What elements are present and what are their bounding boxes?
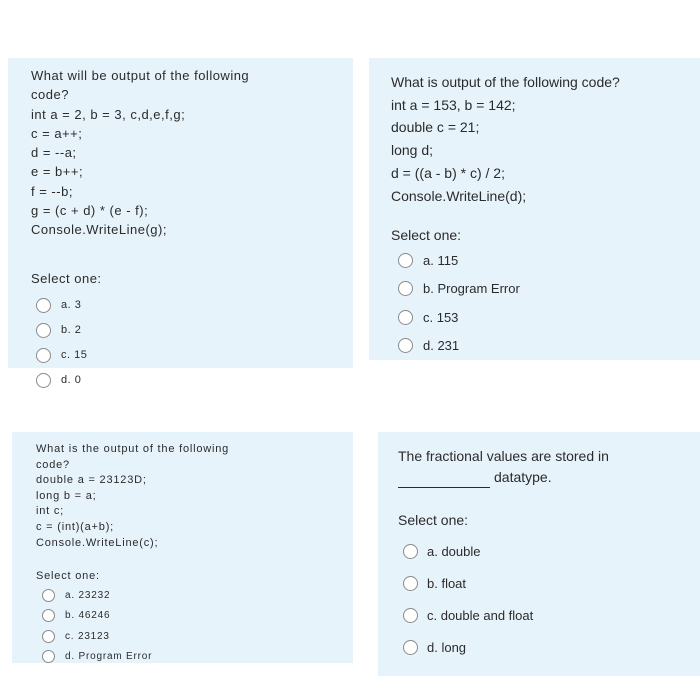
- code-line: d = --a;: [31, 145, 77, 161]
- question-line: The fractional values are stored in: [398, 448, 609, 464]
- radio-button[interactable]: [398, 281, 413, 296]
- question-line: What is the output of the following: [36, 443, 230, 455]
- question-line-with-blank: [398, 467, 700, 488]
- question-line: code?: [36, 458, 70, 471]
- code-line: long d;: [391, 142, 434, 159]
- option-label: b. Program Error: [423, 281, 520, 297]
- answer-option-c[interactable]: [398, 303, 700, 332]
- option-label: a. 3: [61, 299, 82, 312]
- answer-option-a[interactable]: [403, 535, 700, 567]
- radio-button[interactable]: [403, 544, 418, 559]
- answer-option-b[interactable]: [42, 606, 353, 627]
- answer-option-b[interactable]: [403, 567, 700, 599]
- option-label: c. 23123: [65, 630, 110, 642]
- answer-option-a[interactable]: [42, 585, 353, 606]
- answer-option-d[interactable]: [403, 631, 700, 663]
- radio-button[interactable]: [42, 650, 55, 663]
- code-line: Console.WriteLine(g);: [31, 222, 167, 238]
- question-card-3: [12, 432, 353, 663]
- code-line: double a = 23123D;: [36, 474, 147, 487]
- option-label: c. 15: [61, 349, 88, 362]
- code-line: long b = a;: [36, 489, 97, 502]
- option-label: a. 115: [423, 252, 459, 268]
- answer-options: [398, 535, 700, 663]
- option-label: b. 2: [61, 324, 82, 337]
- option-label: d. Program Error: [65, 651, 153, 663]
- code-line: double c = 21;: [391, 119, 480, 136]
- question-card-4: [378, 432, 700, 676]
- question-text: [36, 442, 353, 551]
- answer-options: [36, 585, 353, 667]
- answer-options: [31, 293, 353, 393]
- radio-button[interactable]: [398, 338, 413, 353]
- option-label: d. 231: [423, 338, 460, 354]
- radio-button[interactable]: [403, 576, 418, 591]
- question-line: code?: [31, 87, 69, 103]
- radio-button[interactable]: [403, 640, 418, 655]
- answer-options: [391, 246, 700, 360]
- code-line: int c;: [36, 505, 65, 518]
- code-line: Console.WriteLine(c);: [36, 536, 159, 549]
- code-line: f = --b;: [31, 183, 73, 199]
- answer-option-c[interactable]: [403, 599, 700, 631]
- answer-option-b[interactable]: [398, 275, 700, 304]
- option-label: b. 46246: [65, 610, 111, 622]
- radio-button[interactable]: [42, 589, 55, 602]
- answer-option-a[interactable]: [398, 246, 700, 275]
- option-label: d. long: [427, 639, 467, 655]
- code-line: e = b++;: [31, 164, 84, 180]
- question-text: [398, 446, 700, 488]
- radio-button[interactable]: [403, 608, 418, 623]
- code-line: c = a++;: [31, 125, 83, 141]
- option-label: a. double: [427, 543, 481, 559]
- select-one-label: Select one:: [398, 512, 469, 528]
- radio-button[interactable]: [36, 298, 51, 313]
- answer-option-c[interactable]: [36, 343, 353, 368]
- radio-button[interactable]: [36, 323, 51, 338]
- radio-button[interactable]: [36, 373, 51, 388]
- answer-option-b[interactable]: [36, 318, 353, 343]
- option-label: c. double and float: [427, 607, 534, 623]
- question-text: [391, 71, 700, 207]
- radio-button[interactable]: [42, 609, 55, 622]
- answer-option-d[interactable]: [36, 368, 353, 393]
- answer-option-d[interactable]: [42, 647, 353, 668]
- fill-in-blank: [398, 473, 490, 488]
- option-label: b. float: [427, 575, 467, 591]
- code-line: int a = 2, b = 3, c,d,e,f,g;: [31, 106, 186, 122]
- code-line: Console.WriteLine(d);: [391, 187, 527, 204]
- radio-button[interactable]: [42, 630, 55, 643]
- question-card-2: [369, 58, 700, 360]
- code-line: c = (int)(a+b);: [36, 520, 115, 533]
- question-text: [31, 66, 353, 240]
- answer-option-a[interactable]: [36, 293, 353, 318]
- blank-suffix: datatype.: [494, 469, 552, 485]
- select-one-label: Select one:: [36, 570, 100, 583]
- radio-button[interactable]: [398, 310, 413, 325]
- option-label: d. 0: [61, 374, 82, 387]
- question-line: What will be output of the following: [31, 68, 250, 83]
- option-label: a. 23232: [65, 589, 111, 601]
- question-line: What is output of the following code?: [391, 74, 620, 90]
- answer-option-d[interactable]: [398, 332, 700, 361]
- code-line: int a = 153, b = 142;: [391, 96, 516, 113]
- select-one-label: Select one:: [31, 270, 102, 286]
- option-label: c. 153: [423, 309, 459, 325]
- radio-button[interactable]: [398, 253, 413, 268]
- radio-button[interactable]: [36, 348, 51, 363]
- select-one-label: Select one:: [391, 227, 462, 244]
- code-line: g = (c + d) * (e - f);: [31, 203, 149, 219]
- answer-option-c[interactable]: [42, 626, 353, 647]
- code-line: d = ((a - b) * c) / 2;: [391, 164, 505, 181]
- question-card-1: [8, 58, 353, 387]
